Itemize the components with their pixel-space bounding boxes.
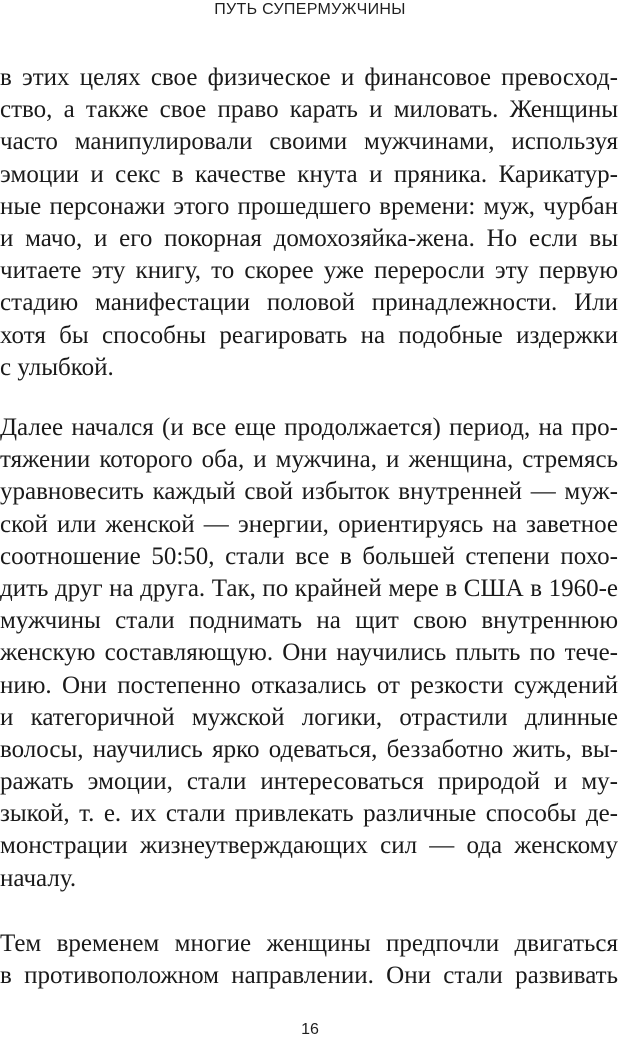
text-line: и категоричной мужской логики, отрастили длинные [0,703,618,731]
text-line: ской или женской — энергии, ориентируясь на заветное [0,510,618,538]
text-line: дить друг на друга. Так, по крайней мере в США в 1960-е [0,574,618,602]
text-line: монстрации жизнеутверждающих сил — ода женскому [0,832,618,860]
text-line: волосы, научились ярко одеваться, беззаботно жить, вы- [0,735,618,763]
paragraph-2 [0,412,618,895]
running-head: ПУТЬ СУПЕРМУЖЧИНЫ [214,1,406,18]
text-line: женскую составляющую. Они научились плыть по тече- [0,639,618,667]
text-line: мужчины стали поднимать на щит свою внутреннюю [0,607,618,635]
text-line: уравновесить каждый свой избыток внутренней — муж- [0,478,618,506]
text-line: ство, а также свое право карать и миловать. Женщины [0,96,618,124]
text-line: соотношение 50:50, стали все в большей степени похо- [0,542,618,570]
text-line: читаете эту книгу, то скорее уже переросли эту первую [0,257,618,285]
text-line: началу. [0,864,77,892]
text-line: в этих целях свое физическое и финансовое превосход- [0,64,618,91]
page-number: 16 [301,1021,319,1038]
text-line: и мачо, и его покорная домохозяйка-жена. Но если вы [0,224,618,252]
text-line: Тем временем многие женщины предпочли двигаться [0,930,618,957]
text-line: Далее начался (и все еще продолжается) период, на про- [0,414,618,441]
text-line: с улыбкой. [0,353,114,381]
paragraph-1 [0,62,618,384]
text-line: хотя бы способны реагировать на подобные издержки [0,321,618,349]
text-line: тяжении которого оба, и мужчина, и женщина, стремясь [0,446,618,474]
text-line: ные персонажи этого прошедшего времени: муж, чурбан [0,192,618,220]
text-line: часто манипулировали своими мужчинами, используя [0,128,618,156]
text-line: эмоции и секс в качестве кнута и пряника. Карикатур- [0,160,618,188]
text-line: в противоположном направлении. Они стали развивать [0,962,618,990]
text-line: ражать эмоции, стали интересоваться природой и му- [0,768,618,796]
text-line: нию. Они постепенно отказались от резкости суждений [0,671,618,699]
text-line: зыкой, т. е. их стали привлекать различные способы де- [0,800,618,828]
paragraph-3 [0,928,618,992]
text-line: стадию манифестации половой принадлежности. Или [0,289,618,317]
